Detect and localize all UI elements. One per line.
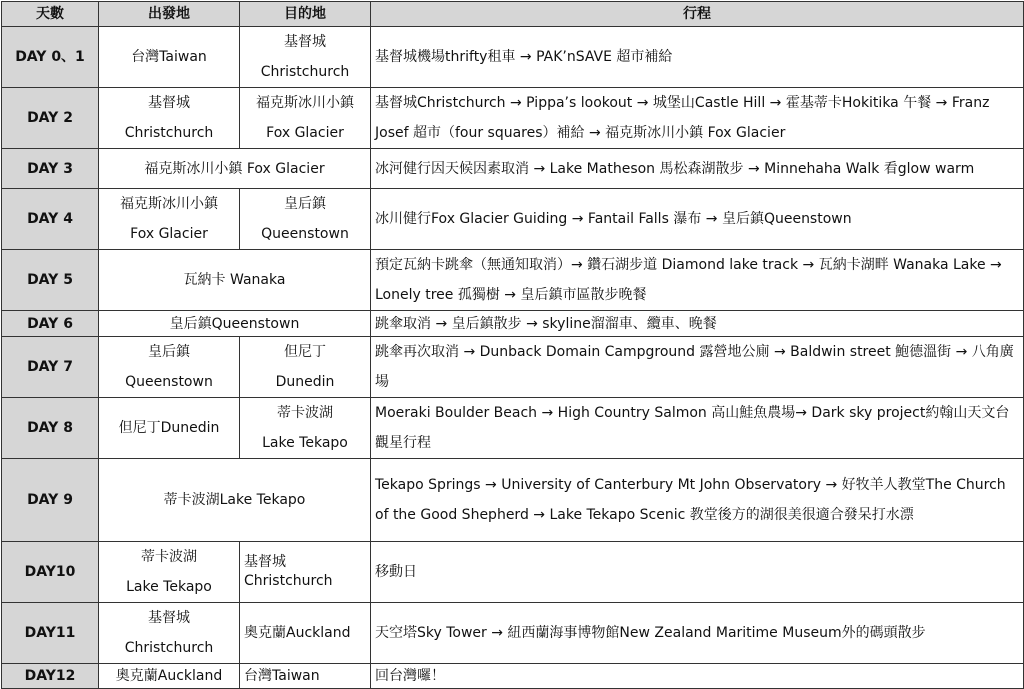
from-cell: 蒂卡波湖 Lake Tekapo	[99, 542, 240, 603]
day-cell: DAY12	[2, 664, 99, 689]
itinerary-cell: 預定瓦納卡跳傘（無通知取消）→ 鑽石湖步道 Diamond lake track → 瓦納卡湖畔 Wanaka Lake → Lonely tree 孤獨樹 → 皇后鎮市區散步晚餐	[371, 250, 1024, 311]
itinerary-cell: 跳傘取消 → 皇后鎮散步 → skyline溜溜車、纜車、晚餐	[371, 311, 1024, 337]
from-cell: 皇后鎮 Queenstown	[99, 337, 240, 398]
from-cell: 基督城 Christchurch	[99, 88, 240, 149]
place-cell: 瓦納卡 Wanaka	[99, 250, 371, 311]
from-cell: 福克斯冰川小鎮 Fox Glacier	[99, 189, 240, 250]
itinerary-table	[1, 1, 1024, 689]
itinerary-cell: 移動日	[371, 542, 1024, 603]
to-cell: 皇后鎮 Queenstown	[240, 189, 371, 250]
itinerary-cell: 基督城Christchurch → Pippa’s lookout → 城堡山Castle Hill → 霍基蒂卡Hokitika 午餐 → Franz Josef 超市（four squares）補給 → 福克斯冰川小鎮 Fox Glacier	[371, 88, 1024, 149]
itinerary-cell: 回台灣囉！	[371, 664, 1024, 689]
to-cell: 蒂卡波湖 Lake Tekapo	[240, 398, 371, 459]
table-row	[2, 337, 1024, 398]
day-cell: DAY 9	[2, 459, 99, 542]
itinerary-cell: Tekapo Springs → University of Canterbury Mt John Observatory → 好牧羊人教堂The Church of the Good Shepherd → Lake Tekapo Scenic 教堂後方的湖很美很適合發呆打水漂	[371, 459, 1024, 542]
table-row	[2, 542, 1024, 603]
itinerary-cell: 冰川健行Fox Glacier Guiding → Fantail Falls 瀑布 → 皇后鎮Queenstown	[371, 189, 1024, 250]
header-itinerary: 行程	[371, 2, 1024, 27]
place-cell: 皇后鎮Queenstown	[99, 311, 371, 337]
table-row	[2, 149, 1024, 189]
table-row	[2, 603, 1024, 664]
header-from: 出發地	[99, 2, 240, 27]
itinerary-cell: 天空塔Sky Tower → 紐西蘭海事博物館New Zealand Maritime Museum外的碼頭散步	[371, 603, 1024, 664]
itinerary-cell: 基督城機場thrifty租車 → PAK’nSAVE 超市補給	[371, 27, 1024, 88]
from-cell: 奧克蘭Auckland	[99, 664, 240, 689]
table-row	[2, 398, 1024, 459]
itinerary-cell: 跳傘再次取消 → Dunback Domain Campground 露營地公廁 → Baldwin street 鮑德溫街 → 八角廣場	[371, 337, 1024, 398]
day-cell: DAY 4	[2, 189, 99, 250]
from-cell: 台灣Taiwan	[99, 27, 240, 88]
header-day: 天數	[2, 2, 99, 27]
day-cell: DAY 5	[2, 250, 99, 311]
header-row	[2, 2, 1024, 27]
day-cell: DAY 8	[2, 398, 99, 459]
day-cell: DAY 3	[2, 149, 99, 189]
to-cell: 基督城 Christchurch	[240, 542, 371, 603]
day-cell: DAY 0、1	[2, 27, 99, 88]
to-cell: 台灣Taiwan	[240, 664, 371, 689]
table-row	[2, 250, 1024, 311]
from-cell: 但尼丁Dunedin	[99, 398, 240, 459]
day-cell: DAY11	[2, 603, 99, 664]
itinerary-cell: 冰河健行因天候因素取消 → Lake Matheson 馬松森湖散步 → Minnehaha Walk 看glow warm	[371, 149, 1024, 189]
day-cell: DAY10	[2, 542, 99, 603]
table-row	[2, 664, 1024, 689]
place-cell: 福克斯冰川小鎮 Fox Glacier	[99, 149, 371, 189]
day-cell: DAY 7	[2, 337, 99, 398]
itinerary-cell: Moeraki Boulder Beach → High Country Salmon 高山鮭魚農場→ Dark sky project約翰山天文台觀星行程	[371, 398, 1024, 459]
table-row	[2, 27, 1024, 88]
to-cell: 但尼丁 Dunedin	[240, 337, 371, 398]
day-cell: DAY 6	[2, 311, 99, 337]
from-cell: 基督城 Christchurch	[99, 603, 240, 664]
table-row	[2, 88, 1024, 149]
header-to: 目的地	[240, 2, 371, 27]
to-cell: 奧克蘭Auckland	[240, 603, 371, 664]
table-row	[2, 189, 1024, 250]
to-cell: 福克斯冰川小鎮 Fox Glacier	[240, 88, 371, 149]
table-row	[2, 459, 1024, 542]
table-row	[2, 311, 1024, 337]
day-cell: DAY 2	[2, 88, 99, 149]
to-cell: 基督城 Christchurch	[240, 27, 371, 88]
place-cell: 蒂卡波湖Lake Tekapo	[99, 459, 371, 542]
